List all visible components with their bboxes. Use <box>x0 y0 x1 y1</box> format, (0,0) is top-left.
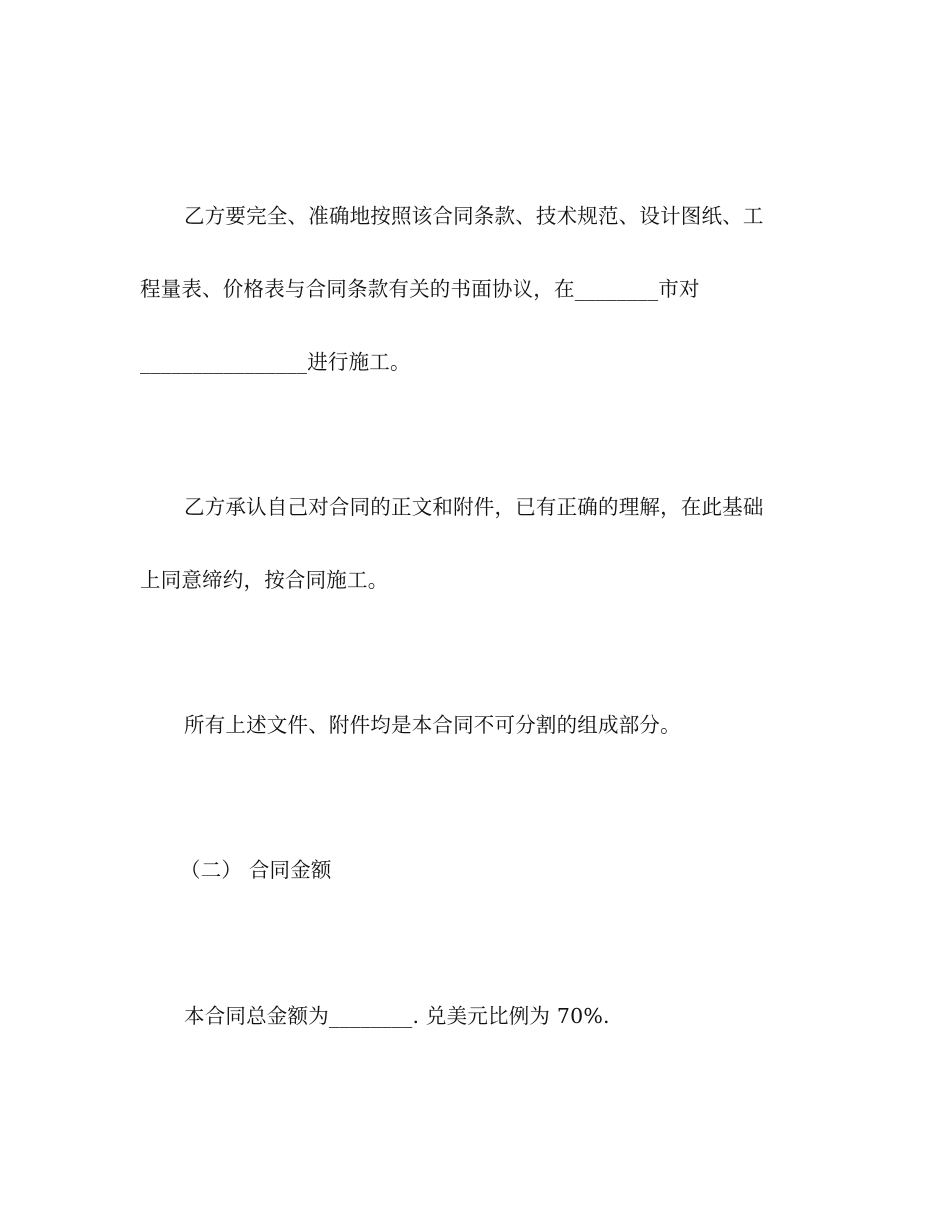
paragraph-1-line-3: ________________进行施工。 <box>140 350 411 374</box>
paragraph-3-line-1: 所有上述文件、附件均是本合同不可分割的组成部分。 <box>184 713 681 737</box>
paragraph-4-line-1: 本合同总金额为________. 兑美元比例为 70%. <box>184 1004 610 1028</box>
paragraph-2-line-1: 乙方承认自己对合同的正文和附件，已有正确的理解，在此基础 <box>184 495 764 519</box>
paragraph-1-line-2: 程量表、价格表与合同条款有关的书面协议，在________市对 <box>140 277 700 301</box>
section-heading: （二） 合同金额 <box>180 858 332 882</box>
paragraph-2-line-2: 上同意缔约，按合同施工。 <box>140 568 389 592</box>
paragraph-1-line-1: 乙方要完全、准确地按照该合同条款、技术规范、设计图纸、工 <box>184 204 764 228</box>
